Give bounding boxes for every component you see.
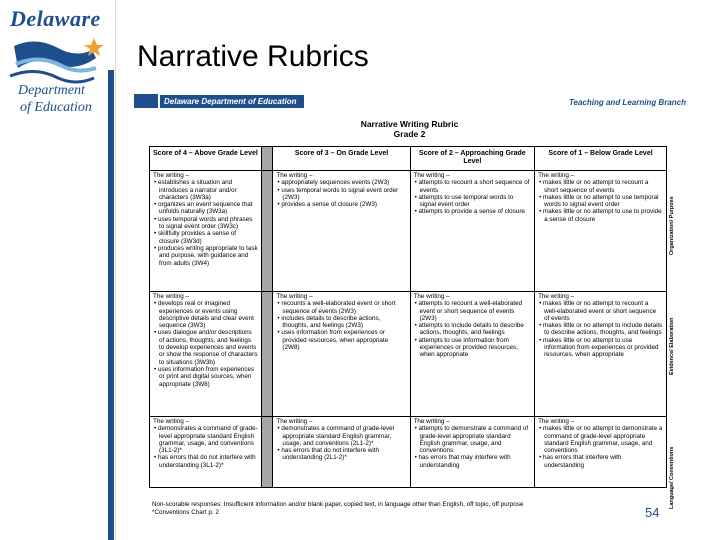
cell-bullet: • makes little or no attempt to recount a well-elaborated event or short sequence of events xyxy=(539,300,657,322)
doc-subtitle: Grade 2 xyxy=(393,129,426,139)
cell-bullet: • has errors that do not interfere with understanding (3L1-2)* xyxy=(154,454,256,469)
cell-lead: The writing – xyxy=(276,293,313,300)
row-side-label: Language/ Conventions xyxy=(669,446,675,510)
table-row xyxy=(150,292,667,417)
cell-bullet: • makes little or no attempt to demonstrate a command of grade-level appropriate standard English grammar, usage, and conventions xyxy=(539,425,663,455)
cell-bullet: • develops real or imagined experiences or events using descriptive details and clear event sequence (3W3) xyxy=(154,300,254,330)
cell-bullet: • demonstrates a command of grade-level appropriate standard English grammar, usage, and conventions (2L1-2)* xyxy=(277,425,395,447)
cell-bullet: • attempts to use information from experiences or provided resources, when appropriate xyxy=(414,336,518,359)
cell-lead: The writing – xyxy=(153,172,190,179)
cell-lead: The writing – xyxy=(538,172,575,179)
cell-lead: The writing – xyxy=(413,293,450,300)
dde-logo-icon xyxy=(134,94,158,108)
cell-bullet: • has errors that do not interfere with understanding (2L1-2)* xyxy=(277,447,380,462)
rubric-cell xyxy=(150,292,262,417)
rubric-document xyxy=(127,88,692,528)
cell-bullet: • recounts a well-elaborated event or short sequence of events (2W3) xyxy=(277,300,396,315)
cell-lead: The writing – xyxy=(413,418,450,425)
column-header: Score of 2 – Approaching Grade Level xyxy=(410,147,535,171)
cell-bullet: • uses dialogue and/or descriptions of actions, thoughts, and feelings to develop experiences and events or show the response of characters to situations (3W3b) xyxy=(154,329,258,366)
cell-bullet: • makes little or no attempt to recount a short sequence of events xyxy=(539,179,649,194)
cell-bullet: • organizes an event sequence that unfolds naturally (3W3a) xyxy=(154,201,253,216)
rubric-cell xyxy=(150,417,262,488)
rubric-cell xyxy=(535,292,667,417)
doc-title: Narrative Writing Rubric xyxy=(360,119,459,129)
gray-divider xyxy=(261,171,273,292)
cell-bullet: • appropriately sequences events (2W3) xyxy=(277,179,390,187)
rubric-cell xyxy=(535,171,667,292)
table-row xyxy=(150,171,667,292)
logo-line-2: Department xyxy=(18,83,85,98)
cell-bullet: • makes little or no attempt to include details to describe actions, thoughts, and feelings xyxy=(539,322,663,337)
cell-bullet: • skillfully provides a sense of closure (3W3d) xyxy=(154,230,237,245)
cell-lead: The writing – xyxy=(413,172,450,179)
cell-bullet: • attempts to provide a sense of closure xyxy=(414,208,525,216)
doc-header-branch: Teaching and Learning Branch xyxy=(568,98,686,107)
page-number: 54 xyxy=(645,505,660,520)
cell-bullet: • attempts to recount a well-elaborated event or short sequence of events (2W3) xyxy=(414,300,523,322)
column-header: Score of 1 – Below Grade Level xyxy=(535,147,667,171)
rubric-cell xyxy=(535,417,667,488)
slide-title: Narrative Rubrics xyxy=(137,40,369,73)
cell-bullet: • uses information from experiences or print and digital sources, when appropriate (3W8) xyxy=(154,365,255,388)
cell-bullet: • has errors that interfere with understanding xyxy=(539,454,622,469)
cell-bullet: • attempts to use temporal words to signal event order xyxy=(414,193,514,209)
cell-lead: The writing – xyxy=(153,293,190,300)
rubric-cell xyxy=(273,292,410,417)
rubric-table xyxy=(149,146,667,488)
cell-lead: The writing – xyxy=(276,172,313,179)
column-header: Score of 4 – Above Grade Level xyxy=(150,147,262,171)
cell-bullet: • includes details to describe actions, thoughts, and feelings (2W3) xyxy=(277,314,381,330)
cell-bullet: • provides a sense of closure (2W3) xyxy=(277,201,377,209)
row-side-label: Evidence/ Elaboration xyxy=(669,317,675,375)
cell-bullet: • demonstrates a command of grade-level appropriate standard English grammar, usage, and conventions (3L1-2)* xyxy=(154,425,258,455)
column-header: Score of 3 – On Grade Level xyxy=(273,147,410,171)
rubric-cell xyxy=(410,417,535,488)
doc-header-org: Delaware Department of Education xyxy=(160,95,304,108)
cell-bullet: • attempts to recount a short sequence of events xyxy=(414,179,530,194)
non-scorable-note: Non-scorable responses: Insufficient information and/or blank paper, copied text, in language other than English, off topic, off purpose xyxy=(152,501,524,508)
cell-bullet: • establishes a situation and introduces a narrator and/or characters (3W3a) xyxy=(154,179,237,201)
table-header-row xyxy=(150,147,667,171)
cell-bullet: • attempts to include details to describe actions, thoughts, and feelings xyxy=(414,322,524,337)
table-row xyxy=(150,417,667,488)
cell-lead: The writing – xyxy=(538,418,575,425)
cell-lead: The writing – xyxy=(538,293,575,300)
cell-lead: The writing – xyxy=(276,418,313,425)
gray-divider xyxy=(261,292,273,417)
rubric-cell xyxy=(410,292,535,417)
left-strip xyxy=(0,0,116,540)
accent-bar xyxy=(108,70,114,540)
cell-bullet: • uses temporal words and phrases to signal event order (3W3c) xyxy=(154,215,253,231)
doc-header xyxy=(134,92,304,110)
cell-bullet: • makes little or no attempt to use temporal words to signal event order xyxy=(539,193,659,209)
doc-title-block xyxy=(127,119,692,139)
cell-bullet: • uses information from experiences or provided resources, when appropriate (2W8) xyxy=(277,329,389,352)
cell-bullet: • makes little or no attempt to use to provide a sense of closure xyxy=(539,208,662,223)
rubric-cell xyxy=(273,417,410,488)
footnotes xyxy=(152,501,523,516)
cell-bullet: • makes little or no attempt to use information from experiences or provided resources, when appropriate xyxy=(539,336,659,359)
rubric-cell xyxy=(150,171,262,292)
logo-line-1: Delaware xyxy=(10,6,101,31)
cell-bullet: • produces writing appropriate to task and purpose, with guidance and from adults (3W4) xyxy=(154,244,258,267)
delaware-doe-logo xyxy=(6,6,110,114)
rubric-cell xyxy=(273,171,410,292)
rubric-cell xyxy=(410,171,535,292)
state-shape-icon xyxy=(6,28,110,88)
logo-line-3: of Education xyxy=(20,100,92,115)
gray-divider xyxy=(261,147,273,171)
cell-bullet: • has errors that may interfere with understanding xyxy=(414,454,511,469)
conventions-note: *Conventions Chart p. 2 xyxy=(152,508,219,516)
gray-divider xyxy=(261,417,273,488)
row-side-label: Organization/ Purpose xyxy=(669,196,675,256)
cell-lead: The writing – xyxy=(153,418,190,425)
cell-bullet: • uses temporal words to signal event order (2W3) xyxy=(277,186,399,201)
cell-bullet: • attempts to demonstrate a command of grade-level appropriate standard English grammar, usage, and conventions xyxy=(414,425,529,455)
